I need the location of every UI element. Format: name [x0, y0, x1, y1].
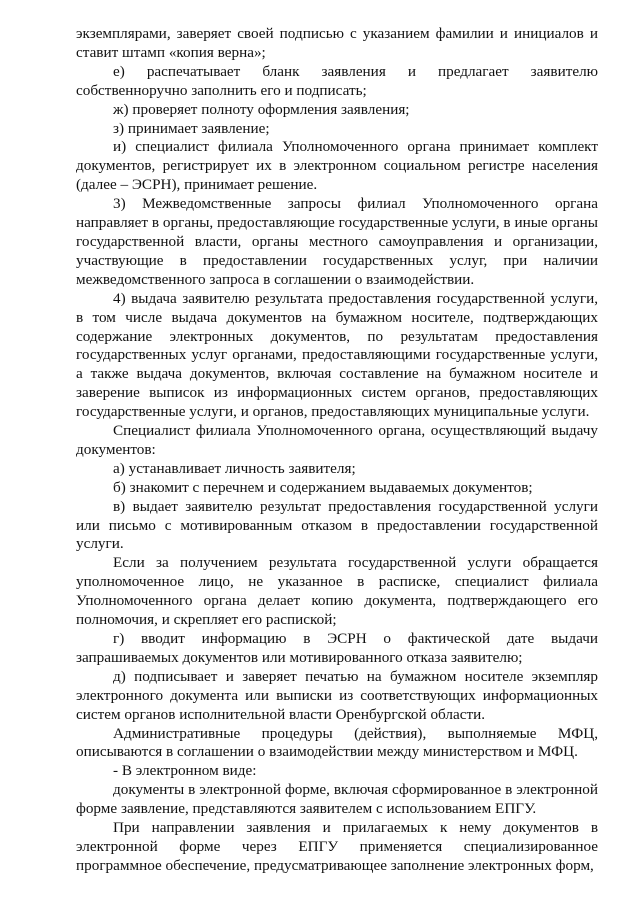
paragraph-13: г) вводит информацию в ЭСРН о фактической дате выдачи запрашиваемых документов или мотивированного отказа заявителю;: [76, 630, 598, 666]
paragraph-5: и) специалист филиала Уполномоченного органа принимает комплект документов, регистрирует их в электронном социальном регистре населения (далее – ЭСРН), принимает решение.: [76, 138, 598, 194]
paragraph-4: з) принимает заявление;: [113, 119, 270, 137]
paragraph-6: 3) Межведомственные запросы филиал Уполномоченного органа направляет в органы, предоставляющие государственные услуги, в иные органы государственной власти, органы местного самоуправления и организации, участвующие в предоставлении государственных услуг, при наличии межведомственного запроса в соглашении о взаимодействии.: [76, 195, 598, 288]
paragraph-8: Специалист филиала Уполномоченного органа, осуществляющий выдачу документов:: [76, 422, 598, 458]
paragraph-11: в) выдает заявителю результат предоставления государственной услуги или письмо с мотивированным отказом в предоставлении государственной услуги.: [76, 497, 598, 553]
paragraph-18: При направлении заявления и прилагаемых к нему документов в электронной форме через ЕПГУ применяется специализированное программное обеспечение, предусматривающее заполнение электронных форм,: [76, 819, 598, 874]
paragraph-2: е) распечатывает бланк заявления и предлагает заявителю собственноручно заполнить его и подписать;: [76, 62, 598, 99]
paragraph-9: а) устанавливает личность заявителя;: [113, 459, 356, 477]
document-page: [76, 25, 598, 876]
paragraph-10: б) знакомит с перечнем и содержанием выдаваемых документов;: [113, 478, 533, 496]
paragraph-12: Если за получением результата государственной услуги обращается уполномоченное лицо, не указанное в расписке, специалист филиала Уполномоченного органа делает копию документа, подтверждающего его полномочия, и скрепляет его распиской;: [76, 554, 598, 629]
paragraph-15: Административные процедуры (действия), выполняемые МФЦ, описываются в соглашении о взаимодействии между министерством и МФЦ.: [76, 724, 598, 761]
paragraph-16: - В электронном виде:: [113, 762, 257, 780]
paragraph-17: документы в электронной форме, включая сформированное в электронной форме заявление, представляются заявителем с использованием ЕПГУ.: [76, 781, 598, 818]
paragraph-1: экземплярами, заверяет своей подписью с указанием фамилии и инициалов и ставит штамп «копия верна»;: [76, 25, 598, 61]
paragraph-3: ж) проверяет полноту оформления заявления;: [113, 100, 410, 118]
paragraph-7: 4) выдача заявителю результата предоставления государственной услуги, в том числе выдача документов на бумажном носителе, подтверждающих содержание электронных документов, по результатам предоставления государственных услуг органами, предоставляющими государственные услуги, а также выдача документов, включая составление на бумажном носителе и заверение выписок из информационных систем органов, предоставляющих государственные услуги, и органов, предоставляющих муниципальные услуги.: [76, 289, 598, 421]
paragraph-14: д) подписывает и заверяет печатью на бумажном носителе экземпляр электронного документа или выписки из соответствующих информационных систем органов исполнительной власти Оренбургской области.: [76, 667, 598, 723]
